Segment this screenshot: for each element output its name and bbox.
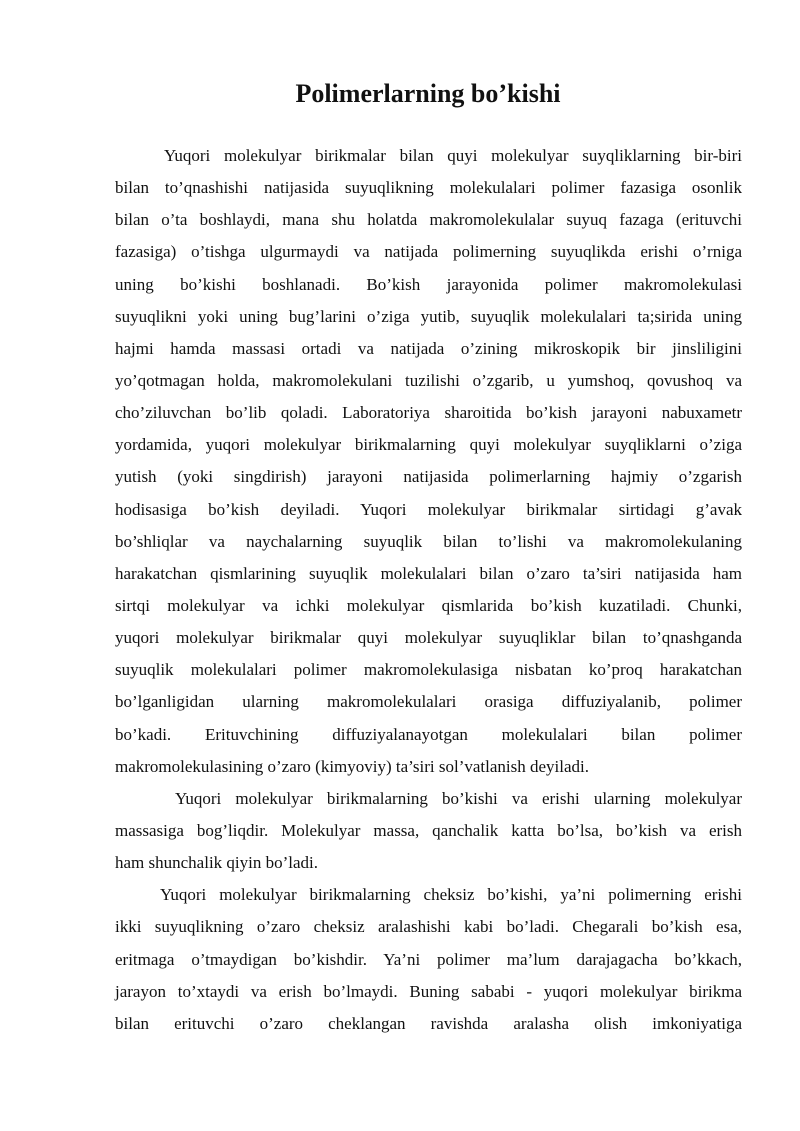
text-line: bo’kadi. Erituvchining diffuziyalanayotgan molekulalari bilan polimer xyxy=(115,724,742,744)
text-line: hajmi hamda massasi ortadi va natijada o’zining mikroskopik bir jinsliligini xyxy=(115,338,742,358)
text-line: bilan to’qnashishi natijasida suyuqlikning molekulalari polimer fazasiga osonlik xyxy=(115,178,742,198)
text-line: jarayon to’xtaydi va erish bo’lmaydi. Buning sababi - yuqori molekulyar birikma xyxy=(115,981,742,1001)
text-line: hodisasiga bo’kish deyiladi. Yuqori molekulyar birikmalar sirtidagi g’avak xyxy=(115,499,742,519)
paragraph-3 xyxy=(115,879,742,1040)
text-line: eritmaga o’tmaydigan bo’kishdir. Ya’ni polimer ma’lum darajagacha bo’kkach, xyxy=(115,949,742,969)
text-line: suyuqlik molekulalari polimer makromolekulasiga nisbatan ko’proq harakatchan xyxy=(115,660,742,680)
text-line: cho’ziluvchan bo’lib qoladi. Laboratoriya sharoitida bo’kish jarayoni nabuxametr xyxy=(115,403,742,423)
text-line: Yuqori molekulyar birikmalar bilan quyi molekulyar suyqliklarning bir-biri xyxy=(164,146,742,165)
text-line: bo’lganligidan ularning makromolekulalari orasiga diffuziyalanib, polimer xyxy=(115,692,742,712)
text-line: suyuqlikni yoki uning bug’larini o’ziga yutib, suyuqlik molekulalari ta;sirida uning xyxy=(115,306,742,326)
text-line: sirtqi molekulyar va ichki molekulyar qismlarida bo’kish kuzatiladi. Chunki, xyxy=(115,595,742,615)
page-title: Polimerlarning bo’kishi xyxy=(295,79,561,108)
text-line: yuqori molekulyar birikmalar quyi molekulyar suyuqliklar bilan to’qnashganda xyxy=(115,628,742,648)
text-line: massasiga bog’liqdir. Molekulyar massa, qanchalik katta bo’lsa, bo’kish va erish xyxy=(115,820,742,840)
text-line: ham shunchalik qiyin bo’ladi. xyxy=(115,853,319,873)
text-line: yutish (yoki singdirish) jarayoni natijasida polimerlarning hajmiy o’zgarish xyxy=(115,467,742,487)
text-line: fazasiga) o’tishga ulgurmaydi va natijada polimerning suyuqlikda erishi o’rniga xyxy=(115,242,742,262)
text-line: uning bo’kishi boshlanadi. Bo’kish jarayonida polimer makromolekulasi xyxy=(115,274,742,294)
text-line: Yuqori molekulyar birikmalarning cheksiz bo’kishi, ya’ni polimerning erishi xyxy=(160,885,742,905)
text-line: bo’shliqlar va naychalarning suyuqlik bilan to’lishi va makromolekulaning xyxy=(115,531,742,551)
paragraph-1 xyxy=(115,140,742,783)
text-line: yo’qotmagan holda, makromolekulani tuzilishi o’zgarib, u yumshoq, qovushoq va xyxy=(115,370,742,390)
text-line: harakatchan qismlarining suyuqlik molekulalari bilan o’zaro ta’siri natijasida ham xyxy=(115,563,742,583)
text-line: makromolekulasining o’zaro (kimyoviy) ta’siri sol’vatlanish deyiladi. xyxy=(115,756,590,776)
text-line: bilan o’ta boshlaydi, mana shu holatda makromolekulalar suyuq fazaga (erituvchi xyxy=(115,210,742,230)
text-line: bilan erituvchi o’zaro cheklangan ravishda aralasha olish imkoniyatiga xyxy=(115,1013,742,1033)
text-line: Yuqori molekulyar birikmalarning bo’kishi va erishi ularning molekulyar xyxy=(175,788,742,808)
paragraph-2 xyxy=(115,783,742,879)
text-line: ikki suyuqlikning o’zaro cheksiz aralashishi kabi bo’ladi. Chegarali bo’kish esa, xyxy=(115,917,742,937)
text-line: yordamida, yuqori molekulyar birikmalarning quyi molekulyar suyqliklarni o’ziga xyxy=(115,435,742,455)
document-body xyxy=(115,140,742,1040)
